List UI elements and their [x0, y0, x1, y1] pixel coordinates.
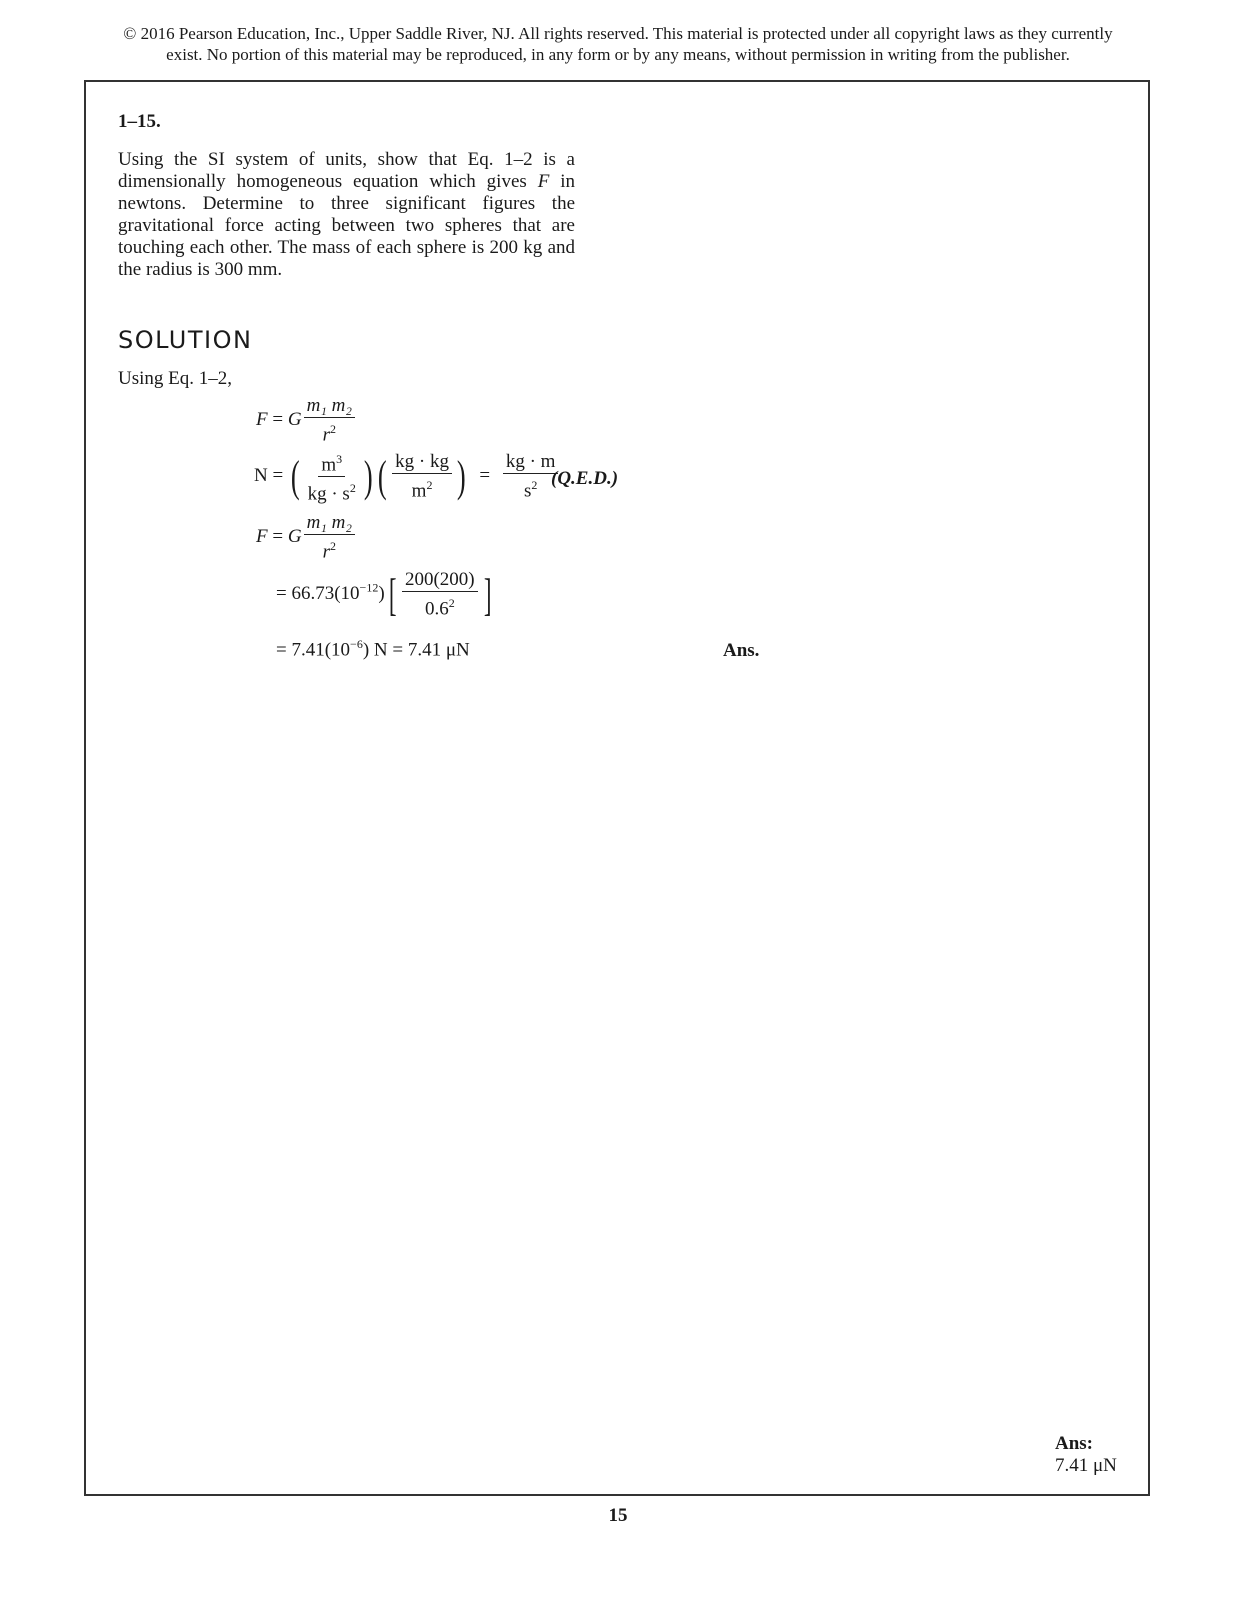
eq3-denominator-exp: 2: [329, 539, 336, 553]
eq1-denominator: r: [322, 424, 330, 446]
page-number: 15: [608, 1505, 628, 1526]
eq2-f1-den-exp: 2: [349, 481, 356, 496]
eq2-f1-den: kg · s: [307, 483, 350, 505]
answer-marker: Ans.: [723, 640, 760, 661]
problem-text-part-1: Using the SI system of units, show that Eq. 1–2 is a dimensionally homogeneous equation which gives: [118, 149, 575, 192]
eq2-f1-num: m: [321, 454, 337, 476]
eq2-f1-num-exp: 3: [336, 452, 343, 466]
eq2-f2-den-exp: 2: [426, 478, 433, 493]
eq2-fraction-2: [392, 452, 452, 501]
eq4-denominator: 0.6: [424, 598, 449, 620]
eq3-numerator: m₁ m₂: [304, 513, 355, 535]
eq4-prefix: = 66.73(10: [276, 583, 360, 605]
eq3-denominator: r: [322, 541, 330, 563]
page-frame: [84, 80, 1150, 1496]
eq3-g: G: [287, 526, 302, 548]
eq1-denominator-exp: 2: [329, 422, 336, 436]
eq4-exponent: −12: [359, 580, 379, 595]
eq3-fraction: [304, 513, 355, 562]
copyright-line-2: exist. No portion of this material may be reproduced, in any form or by any means, without permission in writing from the publisher.: [166, 45, 1070, 64]
eq4-fraction: [402, 570, 478, 619]
eq1-numerator: m₁ m₂: [304, 396, 355, 418]
problem-statement: [118, 149, 575, 281]
eq3-op: =: [267, 526, 288, 548]
eq4-numerator: 200(200): [402, 570, 478, 592]
eq1-g: G: [287, 409, 302, 431]
eq4-suffix: ): [378, 583, 385, 605]
eq4-denominator-exp: 2: [448, 596, 455, 610]
eq5-exponent: −6: [350, 637, 363, 651]
eq2-lhs: N =: [254, 465, 284, 487]
eq2-f2-den: m: [411, 480, 427, 502]
equation-units-check: N = ( $\frac{m^3}{kg \cdot s^2}$ ) ( $\frac{kg \cdot kg}{m^2}$ ) = $\frac{kg \cdot m}{s^2}$: [254, 449, 560, 505]
equation-newton-law-repeat: [256, 513, 357, 562]
eq5-prefix: = 7.41(10: [276, 639, 351, 661]
eq2-f2-num: kg · kg: [392, 452, 452, 474]
eq1-lhs: F: [256, 409, 268, 431]
copyright-notice: [100, 23, 1136, 65]
eq2-f3-num: kg · m: [503, 452, 559, 474]
qed-label: (Q.E.D.): [551, 468, 619, 489]
eq2-fraction-1: [305, 449, 359, 505]
problem-text-variable: F: [537, 171, 550, 192]
answer-box-label: Ans:: [1055, 1433, 1094, 1454]
eq2-f3-den-exp: 2: [531, 478, 538, 493]
eq2-f3-den: s: [523, 480, 532, 502]
problem-number: 1–15.: [118, 111, 161, 132]
answer-box-value: 7.41 μN: [1055, 1455, 1117, 1476]
eq5-suffix: ) N = 7.41 μN: [362, 639, 470, 661]
solution-intro: Using Eq. 1–2,: [118, 368, 232, 389]
equation-result: [276, 637, 470, 661]
eq3-lhs: F: [256, 526, 268, 548]
solution-heading: SOLUTION: [118, 326, 253, 354]
copyright-line-1: © 2016 Pearson Education, Inc., Upper Saddle River, NJ. All rights reserved. This material is protected under all copyright laws as they currently: [123, 24, 1113, 43]
equation-substitution: = $66.73(10^{-12})$[ $\frac{200(200)}{0.6^2}$ ]: [276, 568, 492, 620]
eq1-op: =: [267, 409, 288, 431]
equation-newton-law: [256, 396, 357, 445]
problem-text-part-2: in newtons. Determine to three significant figures the gravitational force acting between two spheres that are touching each other. The mass of each sphere is 200 kg and the radius is 300 mm.: [118, 171, 576, 280]
eq2-equals: =: [479, 465, 491, 487]
eq1-fraction: [304, 396, 355, 445]
